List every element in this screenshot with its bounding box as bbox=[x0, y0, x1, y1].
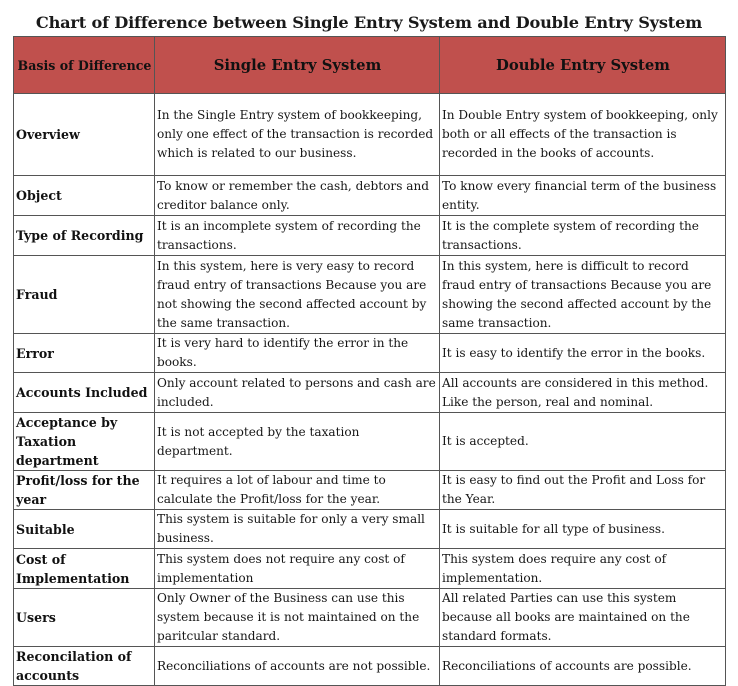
double-entry-cell: All accounts are considered in this method. Like the person, real and nominal. bbox=[440, 373, 726, 413]
table-row bbox=[14, 471, 726, 510]
table-row bbox=[14, 589, 726, 647]
single-entry-cell: Only Owner of the Business can use this system because it is not maintained on the paritcular standard. bbox=[155, 589, 440, 647]
basis-cell: Type of Recording bbox=[14, 216, 155, 256]
header-single-entry: Single Entry System bbox=[155, 37, 440, 94]
header-row bbox=[14, 37, 726, 94]
basis-cell: Error bbox=[14, 334, 155, 373]
basis-cell: Suitable bbox=[14, 510, 155, 549]
basis-cell: Users bbox=[14, 589, 155, 647]
basis-cell: Reconcilation of accounts bbox=[14, 647, 155, 686]
single-entry-cell: To know or remember the cash, debtors and creditor balance only. bbox=[155, 176, 440, 216]
single-entry-cell: Only account related to persons and cash are included. bbox=[155, 373, 440, 413]
table-row bbox=[14, 334, 726, 373]
table-row bbox=[14, 176, 726, 216]
basis-cell: Acceptance by Taxation department bbox=[14, 413, 155, 471]
basis-cell: Accounts Included bbox=[14, 373, 155, 413]
single-entry-cell: This system does not require any cost of implementation bbox=[155, 549, 440, 589]
comparison-table bbox=[13, 36, 726, 686]
basis-cell: Profit/loss for the year bbox=[14, 471, 155, 510]
table-row bbox=[14, 94, 726, 176]
single-entry-cell: It is very hard to identify the error in the books. bbox=[155, 334, 440, 373]
double-entry-cell: It is easy to identify the error in the books. bbox=[440, 334, 726, 373]
double-entry-cell: It is accepted. bbox=[440, 413, 726, 471]
chart-title: Chart of Difference between Single Entry System and Double Entry System bbox=[35, 13, 703, 32]
header-double-entry: Double Entry System bbox=[440, 37, 726, 94]
table-row bbox=[14, 216, 726, 256]
single-entry-cell: In the Single Entry system of bookkeeping, only one effect of the transaction is recorded which is related to our business. bbox=[155, 94, 440, 176]
single-entry-cell: Reconciliations of accounts are not possible. bbox=[155, 647, 440, 686]
single-entry-cell: It requires a lot of labour and time to calculate the Profit/loss for the year. bbox=[155, 471, 440, 510]
double-entry-cell: To know every financial term of the business entity. bbox=[440, 176, 726, 216]
single-entry-cell: It is not accepted by the taxation department. bbox=[155, 413, 440, 471]
single-entry-cell: This system is suitable for only a very small business. bbox=[155, 510, 440, 549]
table-row bbox=[14, 647, 726, 686]
double-entry-cell: It is the complete system of recording the transactions. bbox=[440, 216, 726, 256]
double-entry-cell: Reconciliations of accounts are possible. bbox=[440, 647, 726, 686]
table-row bbox=[14, 549, 726, 589]
double-entry-cell: This system does require any cost of implementation. bbox=[440, 549, 726, 589]
header-basis: Basis of Difference bbox=[14, 37, 155, 94]
table-row bbox=[14, 256, 726, 334]
basis-cell: Cost of Implementation bbox=[14, 549, 155, 589]
table-row bbox=[14, 510, 726, 549]
basis-cell: Fraud bbox=[14, 256, 155, 334]
table-row bbox=[14, 373, 726, 413]
double-entry-cell: It is suitable for all type of business. bbox=[440, 510, 726, 549]
double-entry-cell: In Double Entry system of bookkeeping, only both or all effects of the transaction is recorded in the books of accounts. bbox=[440, 94, 726, 176]
basis-cell: Object bbox=[14, 176, 155, 216]
double-entry-cell: In this system, here is difficult to record fraud entry of transactions Because you are showing the second affected account by the same transaction. bbox=[440, 256, 726, 334]
double-entry-cell: It is easy to find out the Profit and Loss for the Year. bbox=[440, 471, 726, 510]
table-row bbox=[14, 413, 726, 471]
single-entry-cell: It is an incomplete system of recording the transactions. bbox=[155, 216, 440, 256]
basis-cell: Overview bbox=[14, 94, 155, 176]
single-entry-cell: In this system, here is very easy to record fraud entry of transactions Because you are not showing the second affected account by the same transaction. bbox=[155, 256, 440, 334]
double-entry-cell: All related Parties can use this system because all books are maintained on the standard formats. bbox=[440, 589, 726, 647]
